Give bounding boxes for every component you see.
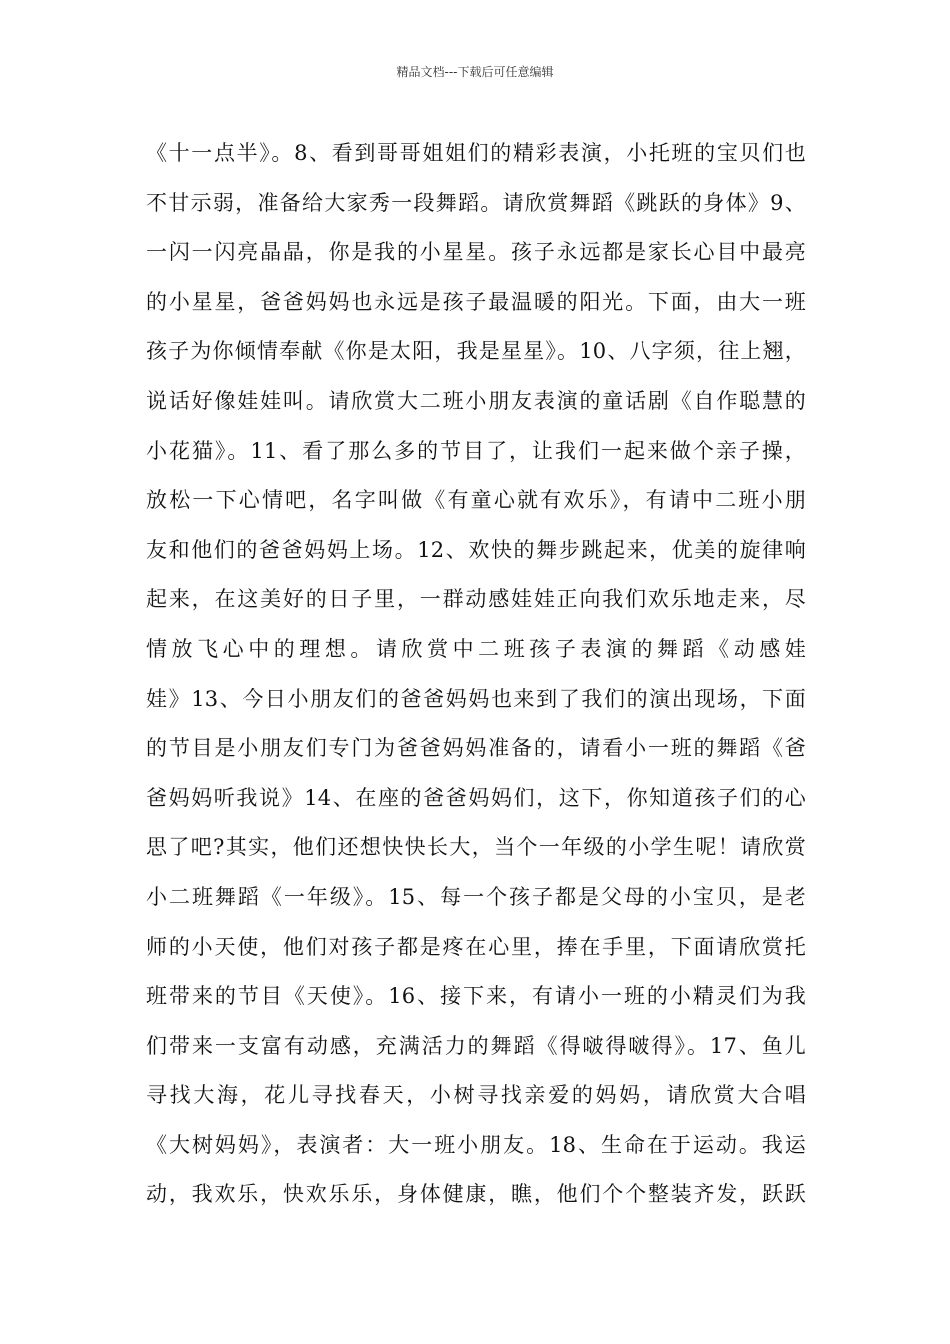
text-line: 小花猫》。11、看了那么多的节目了，让我们一起来做个亲子操， <box>146 438 806 463</box>
text-line: 班带来的节目《天使》。16、接下来，有请小一班的小精灵们为我 <box>146 984 806 1009</box>
text-line: 思了吧?其实，他们还想快快长大，当个一年级的小学生呢！请欣赏 <box>146 835 806 860</box>
text-line: 的小星星，爸爸妈妈也永远是孩子最温暖的阳光。下面，由大一班 <box>146 289 806 314</box>
text-line: 一闪一闪亮晶晶，你是我的小星星。孩子永远都是家长心目中最亮 <box>146 240 806 265</box>
text-line: 放松一下心情吧，名字叫做《有童心就有欢乐》，有请中二班小朋 <box>146 488 806 513</box>
text-line: 不甘示弱，准备给大家秀一段舞蹈。请欣赏舞蹈《跳跃的身体》9、 <box>146 190 806 215</box>
text-line: 寻找大海，花儿寻找春天，小树寻找亲爱的妈妈，请欣赏大合唱 <box>146 1083 806 1108</box>
text-line: 友和他们的爸爸妈妈上场。12、欢快的舞步跳起来，优美的旋律响 <box>146 537 806 562</box>
text-line: 起来，在这美好的日子里，一群动感娃娃正向我们欢乐地走来，尽 <box>146 587 806 612</box>
page-header: 精品文档---下载后可任意编辑 <box>396 65 554 79</box>
text-line: 小二班舞蹈《一年级》。15、每一个孩子都是父母的小宝贝，是老 <box>146 884 806 909</box>
text-line: 们带来一支富有动感，充满活力的舞蹈《得啵得啵得》。17、鱼儿 <box>146 1033 806 1058</box>
document-body <box>146 129 806 1220</box>
text-line: 的节目是小朋友们专门为爸爸妈妈准备的，请看小一班的舞蹈《爸 <box>146 736 806 761</box>
text-line: 孩子为你倾情奉献《你是太阳，我是星星》。10、八字须，往上翘， <box>146 339 806 364</box>
text-line: 说话好像娃娃叫。请欣赏大二班小朋友表演的童话剧《自作聪慧的 <box>146 388 806 413</box>
text-line: 《大树妈妈》，表演者：大一班小朋友。18、生命在于运动。我运 <box>146 1132 806 1157</box>
text-line: 爸妈妈听我说》14、在座的爸爸妈妈们，这下，你知道孩子们的心 <box>146 785 806 810</box>
text-line: 师的小天使，他们对孩子都是疼在心里，捧在手里，下面请欣赏托 <box>146 934 806 959</box>
text-line: 情放飞心中的理想。请欣赏中二班孩子表演的舞蹈《动感娃 <box>146 636 806 661</box>
text-line: 《十一点半》。8、看到哥哥姐姐们的精彩表演，小托班的宝贝们也 <box>146 141 806 165</box>
text-line: 娃》13、今日小朋友们的爸爸妈妈也来到了我们的演出现场，下面 <box>146 686 806 711</box>
text-line: 动，我欢乐，快欢乐乐，身体健康，瞧，他们个个整装齐发，跃跃 <box>146 1182 806 1207</box>
